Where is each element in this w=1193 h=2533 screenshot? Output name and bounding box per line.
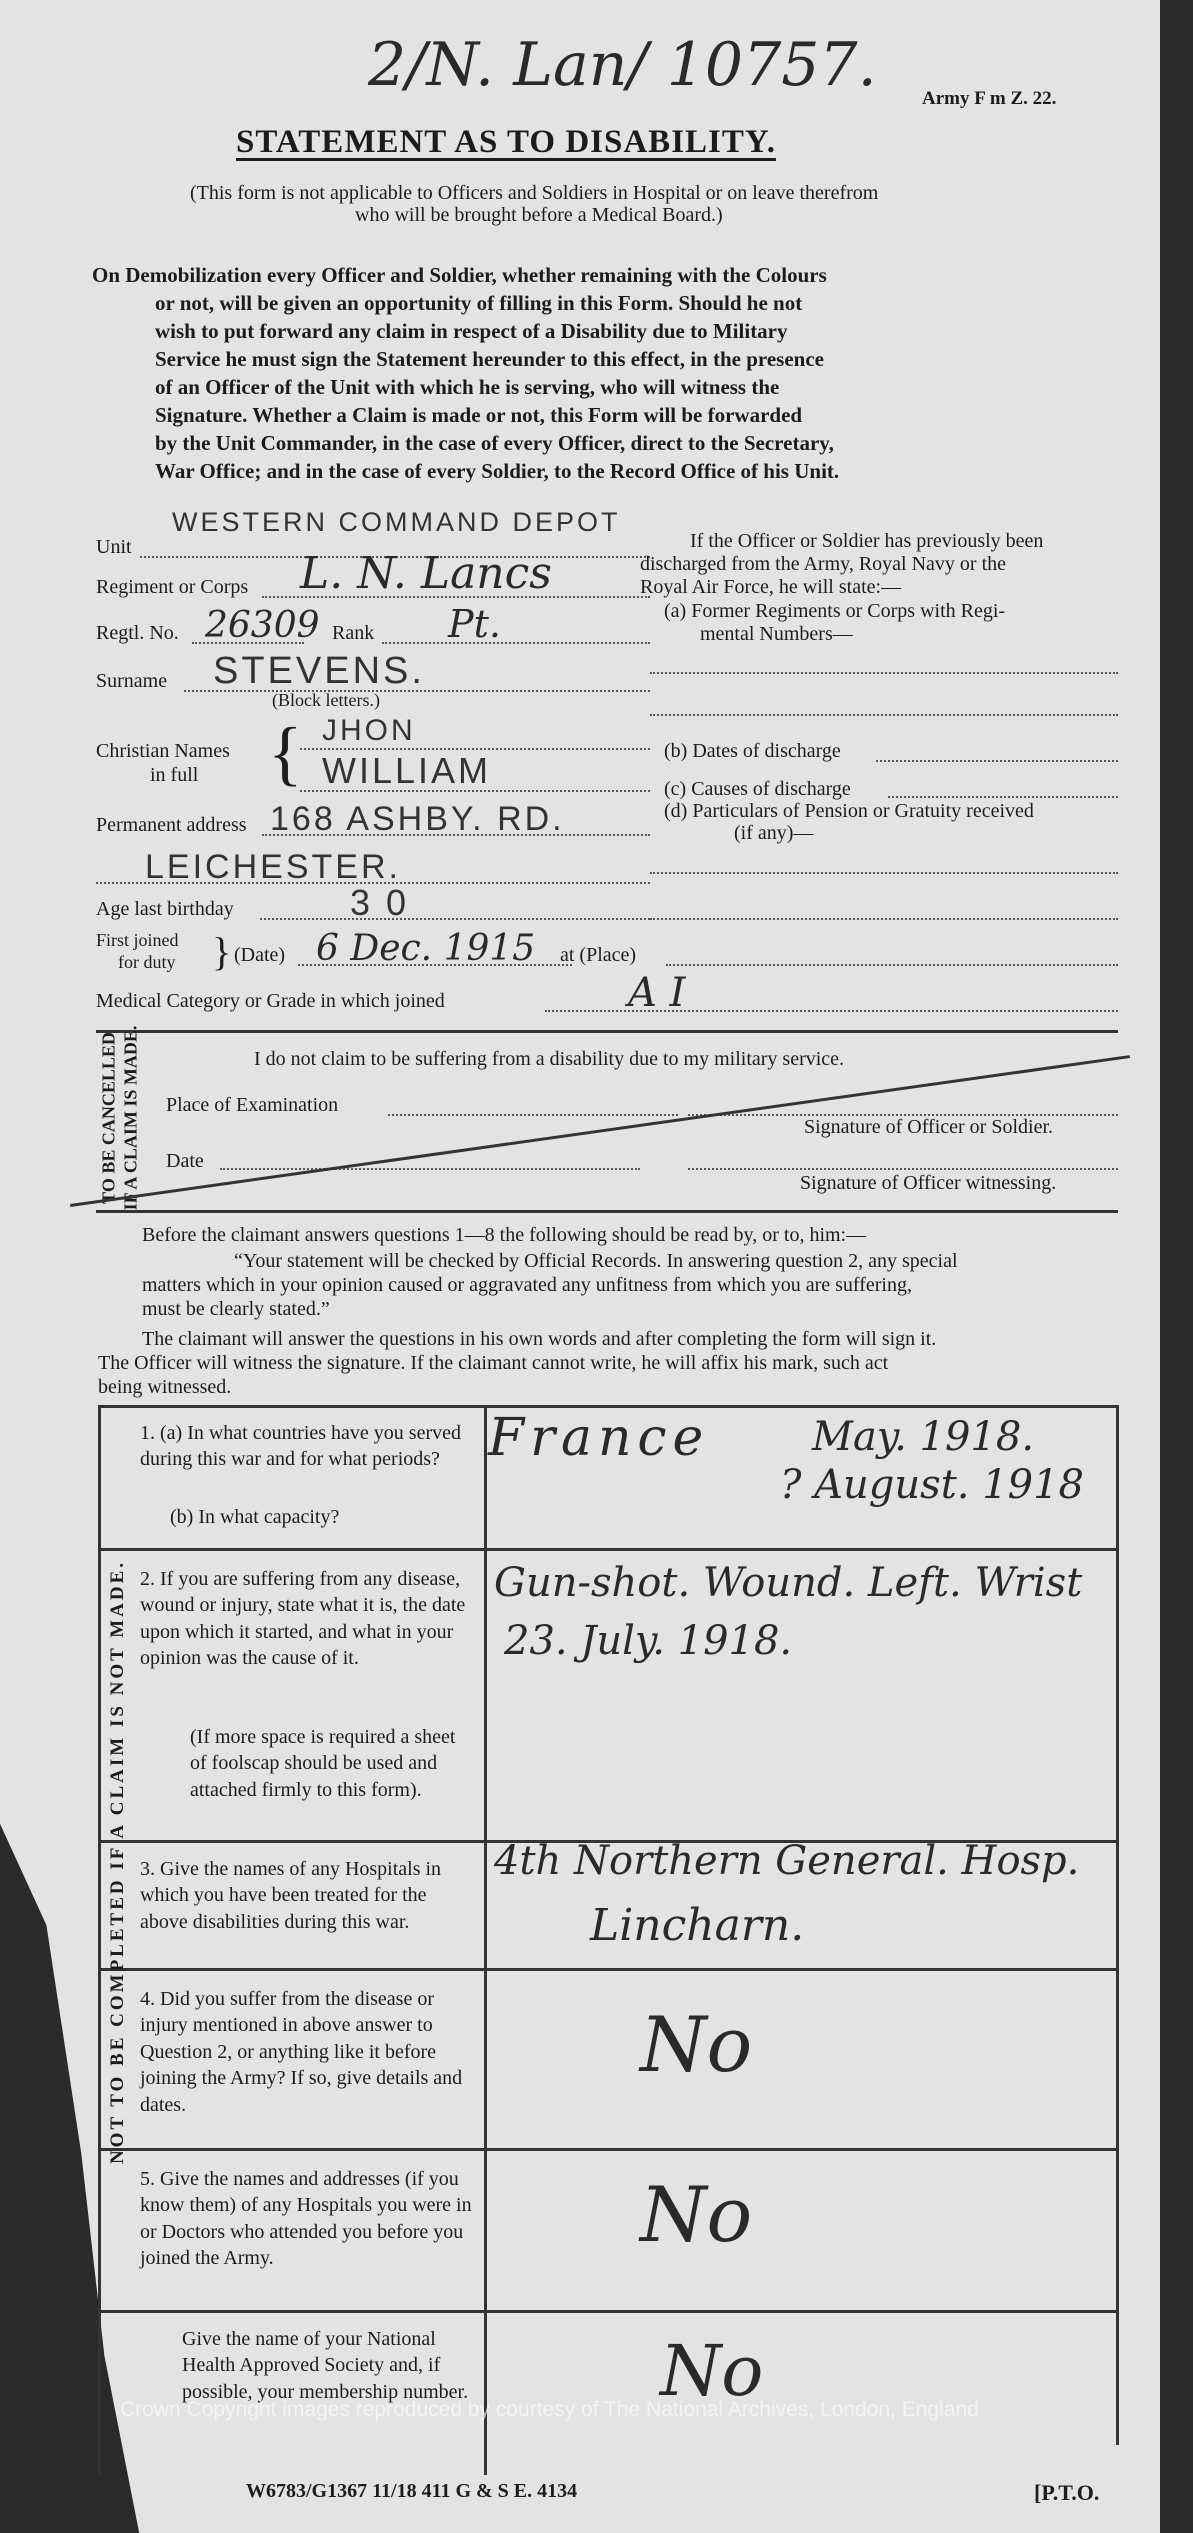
- instructions-quote-3: must be clearly stated.”: [142, 1298, 330, 1320]
- regtl-label: Regtl. No.: [96, 622, 179, 644]
- reference-number: 2/N. Lan/ 10757.: [368, 30, 877, 100]
- intro-line-3: wish to put forward any claim in respect of a Disability due to Military: [155, 319, 788, 343]
- intro-line-2: or not, will be given an opportunity of filling in this Form. Should he not: [155, 291, 803, 315]
- cancel-top-rule: [96, 1030, 1118, 1033]
- cancel-place-line: [388, 1114, 678, 1116]
- question-2-note: (If more space is required a sheet of foolscap should be used and attached firmly to this form).: [190, 1726, 456, 1801]
- rank-line: [382, 642, 650, 644]
- previous-intro-2: discharged from the Army, Royal Navy or the: [640, 553, 1007, 575]
- question-1a: 1. (a) In what countries have you served during this war and for what periods?: [140, 1422, 461, 1471]
- cancel-signature-soldier: Signature of Officer or Soldier.: [804, 1116, 1054, 1138]
- questions-side-label: NOT TO BE COMPLETED IF A CLAIM IS NOT MADE.: [107, 1559, 128, 2165]
- question-3: 3. Give the names of any Hospitals in which you have been treated for the above disabilities during this war.: [140, 1858, 442, 1933]
- cancel-witness-line: [688, 1168, 1118, 1170]
- question-2: 2. If you are suffering from any disease, wound or injury, state what it is, the date upon which it started, and what in your opinion was the cause of it.: [140, 1568, 466, 1670]
- question-6: Give the name of your National Health Approved Society and, if possible, your membership number.: [182, 2328, 469, 2403]
- row-rule-3: [98, 1968, 1118, 1971]
- intro-line-4: Service he must sign the Statement hereunder to this effect, in the presence: [155, 347, 824, 371]
- cancel-signature-witness: Signature of Officer witnessing.: [800, 1172, 1057, 1194]
- christian-line-1: [300, 748, 650, 750]
- age-line: [260, 918, 650, 920]
- intro-line-6: Signature. Whether a Claim is made or not, this Form will be forwarded: [155, 403, 803, 427]
- intro-line-7: by the Unit Commander, in the case of every Officer, direct to the Secretary,: [155, 431, 834, 455]
- previous-b-line: [876, 760, 1118, 762]
- print-code: W6783/G1367 11/18 411 G & S E. 4134: [246, 2480, 578, 2502]
- answer-5: No: [640, 2170, 753, 2259]
- rank-label: Rank: [332, 622, 375, 644]
- cancel-bottom-rule: [96, 1210, 1118, 1213]
- address-value-2: LEICHESTER.: [145, 848, 401, 886]
- question-5: 5. Give the names and addresses (if you know them) of any Hospitals you were in or Doctors who attended you before you joined the Army.: [140, 2168, 472, 2270]
- address-label: Permanent address: [96, 814, 247, 836]
- instructions-quote-2: matters which in your opinion caused or aggravated any unfitness from which you are suffering,: [142, 1274, 912, 1296]
- christian-value-2: WILLIAM: [322, 750, 492, 791]
- age-value: 3 0: [350, 882, 410, 923]
- cancel-statement: I do not claim to be suffering from a disability due to my military service.: [254, 1048, 845, 1070]
- cancel-place-label: Place of Examination: [166, 1094, 339, 1116]
- cancel-side-label-2: IF A CLAIM IS MADE.: [120, 1025, 140, 1211]
- rank-value: Pt.: [448, 602, 501, 646]
- answer-3-line-1: 4th Northern General. Hosp.: [494, 1838, 1080, 1884]
- previous-intro-1: If the Officer or Soldier has previously been: [690, 530, 1044, 552]
- surname-label: Surname: [96, 670, 168, 692]
- instructions-claimant-3: being witnessed.: [98, 1376, 232, 1398]
- copyright-watermark: Crown Copyright images reproduced by courtesy of The National Archives, London, England: [120, 2398, 979, 2421]
- table-divider: [484, 1405, 487, 2475]
- regtl-value: 26309: [205, 605, 320, 646]
- medical-label: Medical Category or Grade in which joined: [96, 990, 445, 1012]
- answer-2-line-1: Gun-shot. Wound. Left. Wrist: [494, 1560, 1083, 1606]
- joined-brace: }: [212, 929, 232, 974]
- unit-label: Unit: [96, 536, 132, 558]
- answer-1-period-2: ? August. 1918: [780, 1462, 1085, 1508]
- christian-line-2: [300, 790, 650, 792]
- instructions-claimant-2: The Officer will witness the signature. If the claimant cannot write, he will affix his mark, such act: [98, 1352, 889, 1374]
- previous-line-1: [650, 672, 1118, 674]
- previous-a-1: (a) Former Regiments or Corps with Regi-: [664, 600, 1006, 622]
- answer-3-line-2: Lincharn.: [590, 1900, 805, 1951]
- note-line-1: (This form is not applicable to Officers and Soldiers in Hospital or on leave therefrom: [190, 182, 879, 204]
- cancel-side-label-1: TO BE CANCELLED: [98, 1032, 119, 1204]
- medical-value: A I: [628, 970, 686, 1016]
- block-letters-note: (Block letters.): [272, 690, 380, 710]
- place-line: [666, 964, 1118, 966]
- previous-d-line-1: [650, 872, 1118, 874]
- cancel-side-label: [98, 1026, 141, 1211]
- address-value-1: 168 ASHBY. RD.: [270, 800, 565, 838]
- intro-line-8: War Office; and in the case of every Soldier, to the Record Office of his Unit.: [155, 459, 840, 483]
- previous-a-2: mental Numbers—: [700, 623, 853, 645]
- regiment-label: Regiment or Corps: [96, 576, 249, 598]
- row-rule-4: [98, 2148, 1118, 2151]
- previous-c-line: [888, 796, 1118, 798]
- christian-label-2: in full: [150, 764, 199, 786]
- note-line-2: who will be brought before a Medical Board.): [355, 204, 723, 226]
- answer-1-period-1: May. 1918.: [812, 1414, 1035, 1460]
- joined-label-2: for duty: [118, 952, 176, 972]
- date-value: 6 Dec. 1915: [316, 928, 536, 969]
- cancel-date-line: [220, 1168, 640, 1170]
- joined-label: First joined: [96, 930, 179, 950]
- previous-b: (b) Dates of discharge: [664, 740, 841, 762]
- christian-brace: {: [268, 713, 303, 793]
- age-label: Age last birthday: [96, 898, 234, 920]
- christian-value-1: JHON: [322, 714, 416, 747]
- answer-4: No: [640, 2000, 753, 2089]
- christian-label: Christian Names: [96, 740, 230, 762]
- intro-line-5: of an Officer of the Unit with which he is serving, who will witness the: [155, 375, 780, 399]
- previous-d-2: (if any)—: [734, 822, 814, 844]
- intro-line-1: On Demobilization every Officer and Soldier, whether remaining with the Colours: [92, 263, 827, 287]
- table-right-rule: [1116, 1405, 1119, 2445]
- previous-d-line-2: [650, 918, 1118, 920]
- question-4: 4. Did you suffer from the disease or injury mentioned in above answer to Question 2, or anything like it before joining the Army? If so, give details and dates.: [140, 1988, 463, 2116]
- table-left-rule: [98, 1405, 101, 2475]
- instructions-claimant-1: The claimant will answer the questions in his own words and after completing the form will sign it.: [142, 1328, 937, 1350]
- page-turn-mark: [P.T.O.: [1034, 2480, 1100, 2505]
- previous-c: (c) Causes of discharge: [664, 778, 851, 800]
- address-line-1: [262, 834, 650, 836]
- unit-value: WESTERN COMMAND DEPOT: [172, 507, 621, 537]
- previous-line-2: [650, 714, 1118, 716]
- instructions-quote-1: “Your statement will be checked by Official Records. In answering question 2, any special: [234, 1250, 958, 1272]
- form-title: STATEMENT AS TO DISABILITY.: [236, 124, 776, 160]
- date-label: (Date): [234, 944, 286, 966]
- previous-d-1: (d) Particulars of Pension or Gratuity received: [664, 800, 1034, 822]
- previous-intro-3: Royal Air Force, he will state:—: [640, 576, 902, 598]
- answer-2-line-2: 23. July. 1918.: [504, 1618, 793, 1664]
- regiment-value: L. N. Lancs: [300, 548, 552, 599]
- surname-value: STEVENS.: [213, 650, 425, 692]
- form-number: Army F m Z. 22.: [922, 88, 1057, 109]
- instructions-before: Before the claimant answers questions 1—8 the following should be read by, or to, him:—: [142, 1224, 867, 1246]
- place-label: at (Place): [560, 944, 637, 966]
- row-rule-5: [98, 2310, 1118, 2313]
- answer-1-country: France: [488, 1408, 710, 1468]
- answer-6: No: [660, 2330, 764, 2412]
- question-1b: (b) In what capacity?: [170, 1506, 340, 1528]
- row-rule-1: [98, 1548, 1118, 1551]
- cancel-date-label: Date: [166, 1150, 204, 1172]
